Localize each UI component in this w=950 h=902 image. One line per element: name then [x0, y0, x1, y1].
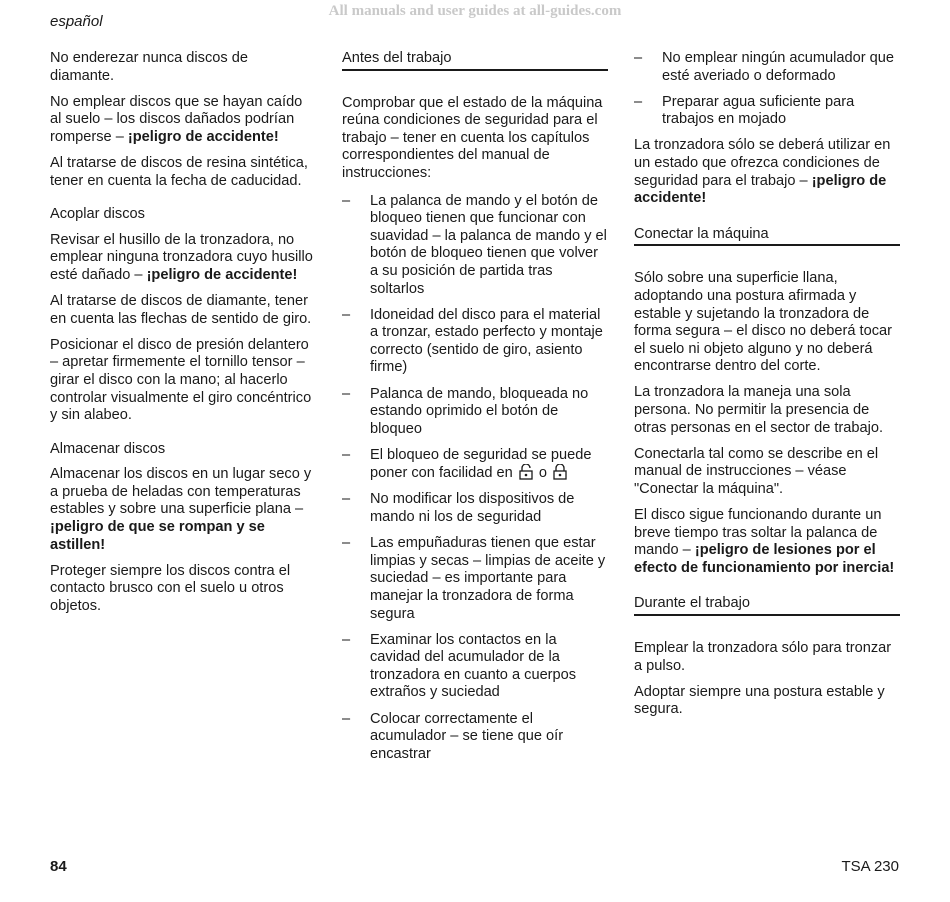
paragraph: Conectarla tal como se describe en el manual de instrucciones – véase "Conectar la máquina".	[634, 445, 879, 497]
or-word: o	[538, 465, 548, 482]
warning-text: ¡peligro de accidente!	[146, 266, 298, 283]
heading-conectar-la-maquina: Conectar la máquina	[634, 226, 900, 247]
heading-acoplar-discos: Acoplar discos	[50, 206, 145, 223]
watermark: All manuals and user guides at all-guides.com	[328, 3, 622, 19]
locked-icon	[553, 464, 567, 480]
paragraph: La tronzadora la maneja una sola persona. No permitir la presencia de otras personas en el sector de trabajo.	[634, 384, 884, 436]
list-item: – Palanca de mando, bloqueada no estando oprimido el botón de bloqueo	[342, 385, 589, 437]
list-item: – Preparar agua suficiente para trabajos en mojado	[634, 93, 855, 128]
list-item: – La palanca de mando y el botón de bloqueo tienen que funcionar con suavidad – la palanca de mando y el botón de bloqueo tienen que volver a su posición de partida tras soltarlos	[342, 192, 607, 297]
dash-marker: –	[342, 306, 351, 323]
paragraph: Proteger siempre los discos contra el contacto brusco con el suelo u otros objetos.	[50, 562, 291, 614]
dash-marker: –	[342, 631, 351, 648]
paragraph: No enderezar nunca discos de diamante.	[50, 50, 248, 84]
column-3	[634, 50, 900, 727]
paragraph: Sólo sobre una superficie llana, adoptando una postura afirmada y estable y sujetando la tronzadora de forma segura – el disco no deberá tocar el suelo ni objeto alguno y no deberá encontrarse dentro del corte.	[634, 270, 892, 375]
warning-text: ¡peligro de que se rompan y se astillen!	[50, 519, 265, 553]
warning-text: ¡peligro de accidente!	[127, 128, 279, 145]
paragraph: La tronzadora sólo se deberá utilizar en un estado que ofrezca condiciones de seguridad para el trabajo – ¡peligro de accidente!	[634, 137, 891, 207]
dash-marker: –	[342, 491, 351, 508]
paragraph: Emplear la tronzadora sólo para tronzar a pulso.	[634, 639, 892, 674]
list-item: – Examinar los contactos en la cavidad del acumulador de la tronzadora en cuanto a cuerpos extraños y suciedad	[342, 631, 577, 701]
model-name: TSA 230	[841, 858, 899, 875]
paragraph: Al tratarse de discos de diamante, tener en cuenta las flechas de sentido de giro.	[50, 293, 312, 327]
paragraph: Al tratarse de discos de resina sintética, tener en cuenta la fecha de caducidad.	[50, 154, 308, 189]
warning-text: ¡peligro de accidente!	[634, 172, 887, 207]
dash-marker: –	[634, 50, 643, 66]
heading-antes-del-trabajo: Antes del trabajo	[342, 50, 608, 71]
column-1	[50, 50, 316, 624]
list-item: – Colocar correctamente el acumulador – se tiene que oír encastrar	[342, 710, 564, 762]
page-number: 84	[50, 858, 67, 875]
dash-marker: –	[342, 535, 351, 552]
list-item: – Las empuñaduras tienen que estar limpias y secas – limpias de aceite y suciedad – es importante para manejar la tronzadora de forma segura	[342, 535, 606, 622]
list-item: – No emplear ningún acumulador que esté averiado o deformado	[634, 50, 895, 84]
list-item: – El bloqueo de seguridad se puede poner con facilidad en o	[342, 446, 592, 482]
language-label: español	[50, 13, 103, 30]
dash-marker: –	[342, 446, 351, 463]
dash-marker: –	[342, 192, 351, 209]
heading-durante-el-trabajo: Durante el trabajo	[634, 595, 900, 616]
paragraph: No emplear discos que se hayan caído al suelo – los discos dañados podrían romperse – ¡peligro de accidente!	[50, 93, 303, 145]
dash-marker: –	[342, 710, 351, 727]
dash-marker: –	[342, 385, 351, 402]
paragraph: El disco sigue funcionando durante un breve tiempo tras soltar la palanca de mando – ¡peligro de lesiones por el efecto de funcionamiento por inercia!	[634, 506, 895, 576]
column-2	[342, 50, 608, 772]
paragraph: Adoptar siempre una postura estable y segura.	[634, 683, 885, 718]
warning-text: ¡peligro de lesiones por el efecto de funcionamiento por inercia!	[634, 542, 895, 576]
list-item: – Idoneidad del disco para el material a tronzar, estado perfecto y montaje correcto (sentido de giro, asiento firme)	[342, 306, 603, 376]
paragraph: Almacenar los discos en un lugar seco y a prueba de heladas con temperaturas estables y sobre una superficie plana – ¡peligro de que se rompan y se astillen!	[50, 466, 312, 553]
heading-almacenar-discos: Almacenar discos	[50, 440, 166, 457]
list-item: – No modificar los dispositivos de mando ni los de seguridad	[342, 491, 575, 526]
unlocked-icon	[519, 464, 533, 480]
dash-marker: –	[634, 93, 643, 110]
paragraph: Posicionar el disco de presión delantero – apretar firmemente el tornillo tensor – girar el disco con la mano; al hacerlo controlar visualmente el giro concéntrico y sin alabeo.	[50, 336, 312, 424]
paragraph: Comprobar que el estado de la máquina reúna condiciones de seguridad para el trabajo – tener en cuenta los capítulos correspondientes del manual de instrucciones:	[342, 94, 603, 181]
paragraph: Revisar el husillo de la tronzadora, no emplear ninguna tronzadora cuyo husillo esté dañado – ¡peligro de accidente!	[50, 231, 313, 283]
